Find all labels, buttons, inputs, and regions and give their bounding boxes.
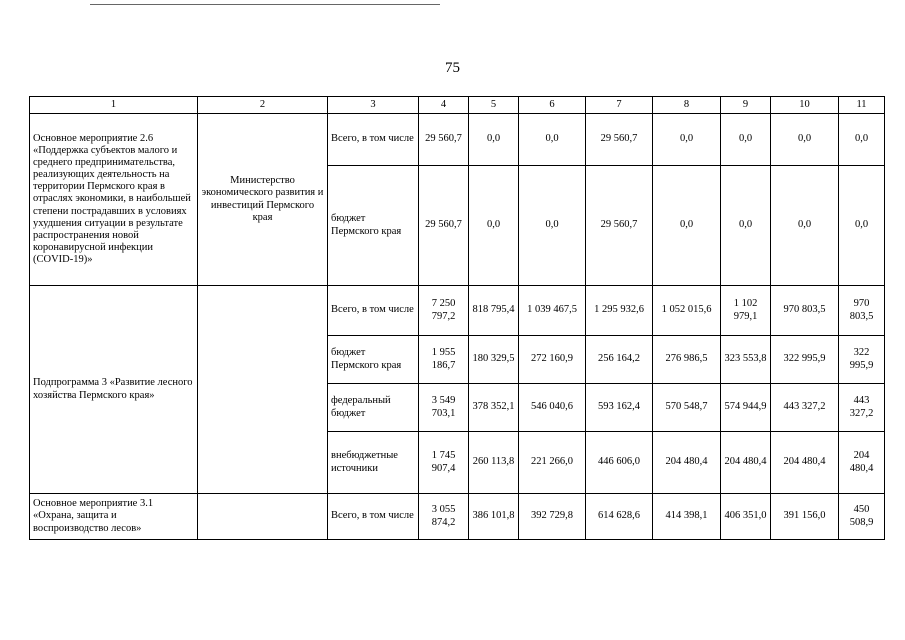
table-row (30, 114, 885, 166)
header-cell: 5 (469, 97, 519, 114)
header-cell: 3 (328, 97, 419, 114)
amount-cell: 0,0 (653, 114, 721, 166)
amount-cell: 443 327,2 (771, 384, 839, 432)
amount-cell: 574 944,9 (721, 384, 771, 432)
funding-source: федеральный бюджет (328, 384, 419, 432)
page-number: 75 (445, 60, 460, 76)
amount-cell: 406 351,0 (721, 494, 771, 540)
executor: Министерство экономического развития и инвестиций Пермского края (198, 114, 328, 286)
executor (198, 286, 328, 494)
amount-cell: 322 995,9 (771, 336, 839, 384)
amount-cell: 3 549 703,1 (419, 384, 469, 432)
amount-cell: 614 628,6 (586, 494, 653, 540)
program-funding-table (29, 96, 885, 540)
amount-cell: 180 329,5 (469, 336, 519, 384)
header-row (30, 97, 885, 114)
header-cell: 9 (721, 97, 771, 114)
amount-cell: 0,0 (721, 114, 771, 166)
amount-cell: 322 995,9 (839, 336, 885, 384)
amount-cell: 546 040,6 (519, 384, 586, 432)
header-cell: 7 (586, 97, 653, 114)
amount-cell: 378 352,1 (469, 384, 519, 432)
header-cell: 8 (653, 97, 721, 114)
amount-cell: 391 156,0 (771, 494, 839, 540)
amount-cell: 386 101,8 (469, 494, 519, 540)
amount-cell: 29 560,7 (586, 166, 653, 286)
amount-cell: 446 606,0 (586, 432, 653, 494)
amount-cell: 272 160,9 (519, 336, 586, 384)
amount-cell: 29 560,7 (419, 114, 469, 166)
amount-cell: 0,0 (839, 166, 885, 286)
amount-cell: 570 548,7 (653, 384, 721, 432)
header-cell: 2 (198, 97, 328, 114)
amount-cell: 3 055 874,2 (419, 494, 469, 540)
amount-cell: 970 803,5 (771, 286, 839, 336)
header-cell: 6 (519, 97, 586, 114)
header-cell: 4 (419, 97, 469, 114)
amount-cell: 0,0 (469, 166, 519, 286)
amount-cell: 0,0 (653, 166, 721, 286)
amount-cell: 256 164,2 (586, 336, 653, 384)
table-body (30, 97, 885, 540)
amount-cell: 276 986,5 (653, 336, 721, 384)
funding-source: Всего, в том числе (328, 494, 419, 540)
amount-cell: 260 113,8 (469, 432, 519, 494)
funding-source: бюджет Пермского края (328, 166, 419, 286)
amount-cell: 1 745 907,4 (419, 432, 469, 494)
executor (198, 494, 328, 540)
funding-source: Всего, в том числе (328, 114, 419, 166)
amount-cell: 29 560,7 (419, 166, 469, 286)
amount-cell: 221 266,0 (519, 432, 586, 494)
activity-name: Основное мероприятие 2.6 «Поддержка субъектов малого и среднего предпринимательства, реализующих деятельность на территории Пермского края в отраслях экономики, в наибольшей степени пострадавших в условиях ухудшения ситуации в результате распространения новой коронавирусной инфекции (COVID-19)» (30, 114, 198, 286)
table-row (30, 494, 885, 540)
amount-cell: 204 480,4 (839, 432, 885, 494)
amount-cell: 0,0 (721, 166, 771, 286)
amount-cell: 0,0 (519, 166, 586, 286)
funding-source: Всего, в том числе (328, 286, 419, 336)
amount-cell: 0,0 (771, 166, 839, 286)
amount-cell: 204 480,4 (653, 432, 721, 494)
funding-source: бюджет Пермского края (328, 336, 419, 384)
amount-cell: 0,0 (519, 114, 586, 166)
amount-cell: 593 162,4 (586, 384, 653, 432)
amount-cell: 450 508,9 (839, 494, 885, 540)
activity-name: Основное мероприятие 3.1 «Охрана, защита и воспроизводство лесов» (30, 494, 198, 540)
amount-cell: 1 955 186,7 (419, 336, 469, 384)
amount-cell: 443 327,2 (839, 384, 885, 432)
amount-cell: 204 480,4 (721, 432, 771, 494)
amount-cell: 7 250 797,2 (419, 286, 469, 336)
table-row (30, 286, 885, 336)
header-cell: 1 (30, 97, 198, 114)
amount-cell: 1 039 467,5 (519, 286, 586, 336)
amount-cell: 0,0 (469, 114, 519, 166)
funding-source: внебюджетные источники (328, 432, 419, 494)
amount-cell: 392 729,8 (519, 494, 586, 540)
amount-cell: 1 102 979,1 (721, 286, 771, 336)
amount-cell: 818 795,4 (469, 286, 519, 336)
scan-artifact-line (90, 4, 440, 5)
amount-cell: 29 560,7 (586, 114, 653, 166)
amount-cell: 0,0 (839, 114, 885, 166)
amount-cell: 1 052 015,6 (653, 286, 721, 336)
header-cell: 10 (771, 97, 839, 114)
amount-cell: 414 398,1 (653, 494, 721, 540)
amount-cell: 204 480,4 (771, 432, 839, 494)
amount-cell: 1 295 932,6 (586, 286, 653, 336)
amount-cell: 0,0 (771, 114, 839, 166)
amount-cell: 323 553,8 (721, 336, 771, 384)
amount-cell: 970 803,5 (839, 286, 885, 336)
activity-name: Подпрограмма 3 «Развитие лесного хозяйства Пермского края» (30, 286, 198, 494)
header-cell: 11 (839, 97, 885, 114)
